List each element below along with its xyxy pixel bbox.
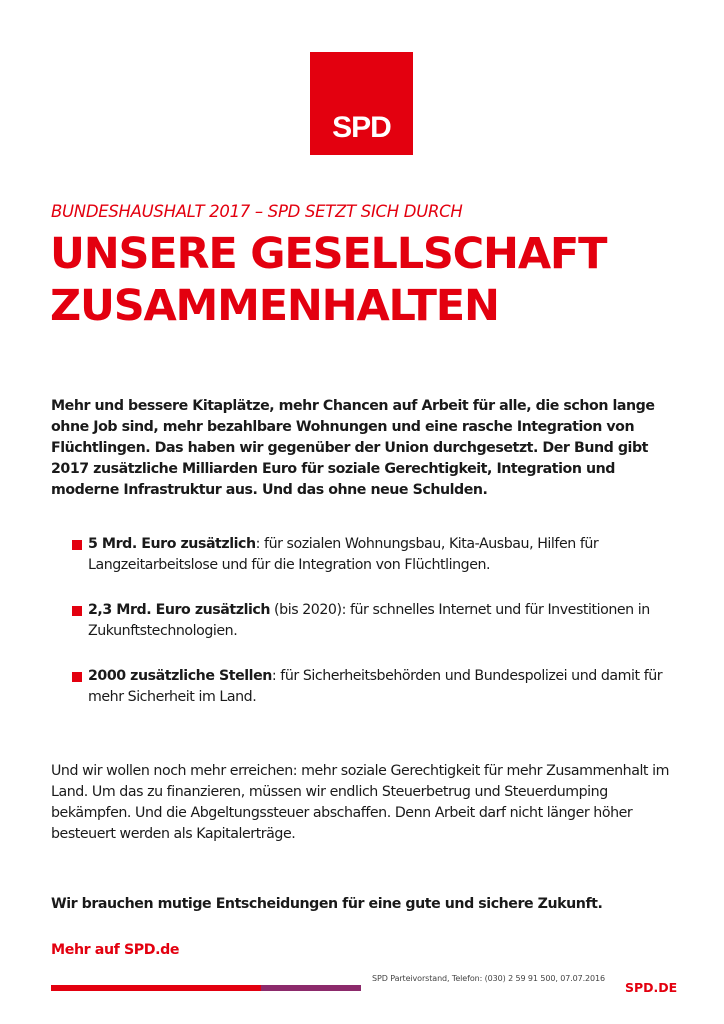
footer-bar-red — [51, 985, 261, 991]
closing-statement: Wir brauchen mutige Entscheidungen für eine gute und sichere Zukunft. — [51, 896, 603, 912]
bullet-highlight: 5 Mrd. Euro zusätzlich — [88, 536, 256, 552]
outro-paragraph: Und wir wollen noch mehr erreichen: mehr soziale Gerechtigkeit für mehr Zusammenhalt im Land. Um das zu finanzieren, müssen wir endlich Steuerbetrug und Steuerdumping bekämpfen. Und die Abgeltungssteuer abschaffen. Denn Arbeit darf nicht länger höher besteuert werden als Kapitalerträge. — [51, 763, 669, 842]
bullet-highlight: 2000 zusätzliche Stellen — [88, 668, 272, 684]
headline-line-2: ZUSAMMENHALTEN — [50, 281, 499, 331]
bullet-text: : für Sicherheitsbehörden und Bundespolizei und damit für mehr Sicherheit im Land. — [88, 668, 663, 705]
bullet-item — [72, 600, 682, 642]
bullet-text: : für sozialen Wohnungsbau, Kita-Ausbau, Hilfen für Langzeitarbeitslose und für die Integration von Flüchtlingen. — [88, 536, 599, 573]
headline-line-1: UNSERE GESELLSCHAFT — [50, 229, 607, 279]
spd-logo: SPD — [310, 52, 413, 155]
bullet-square-icon — [72, 540, 82, 550]
bullet-square-icon — [72, 672, 82, 682]
kicker: BUNDESHAUSHALT 2017 – SPD SETZT SICH DURCH — [51, 202, 463, 221]
headline — [50, 228, 606, 332]
imprint-footnote: SPD Parteivorstand, Telefon: (030) 2 59 91 500, 07.07.2016 — [372, 974, 606, 983]
footer-bar-purple — [261, 985, 361, 991]
more-link[interactable]: Mehr auf SPD.de — [51, 942, 180, 958]
intro-paragraph: Mehr und bessere Kitaplätze, mehr Chancen auf Arbeit für alle, die schon lange ohne Job sind, mehr bezahlbare Wohnungen und eine rasche Integration von Flüchtlingen. Das haben wir gegenüber der Union durchgesetzt. Der Bund gibt 2017 zusätzliche Milliarden Euro für soziale Gerechtigkeit, Integration und moderne Infrastruktur aus. Und das ohne neue Schulden. — [51, 398, 655, 498]
footer-brand-link[interactable]: SPD.DE — [625, 980, 678, 995]
bullet-highlight: 2,3 Mrd. Euro zusätzlich — [88, 602, 270, 618]
bullet-item — [72, 666, 682, 708]
bullet-text: (bis 2020): für schnelles Internet und für Investitionen in Zukunftstechnologien. — [88, 602, 650, 639]
bullet-item — [72, 534, 682, 576]
bullet-square-icon — [72, 606, 82, 616]
